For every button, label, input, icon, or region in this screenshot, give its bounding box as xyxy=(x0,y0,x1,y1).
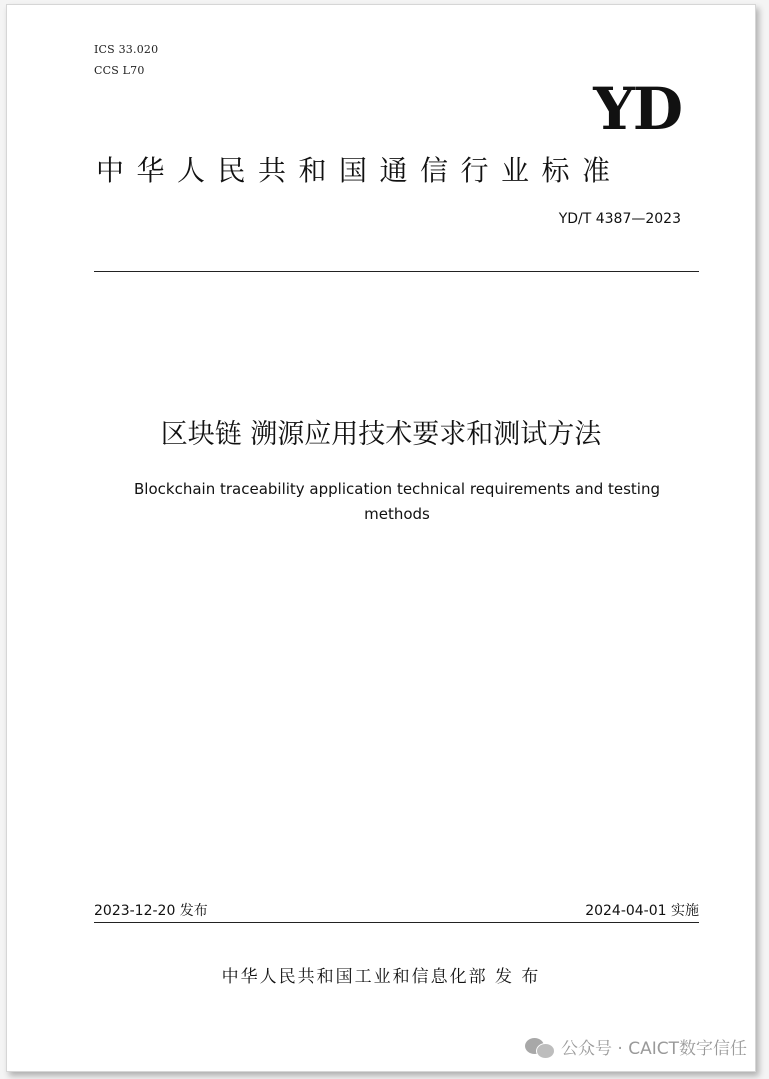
title-english: Blockchain traceability application technical requirements and testing methods xyxy=(134,480,660,523)
yd-logo: YD xyxy=(593,75,681,143)
document-page xyxy=(6,4,756,1072)
publisher: 中华人民共和国工业和信息化部 发 布 xyxy=(221,967,541,987)
watermark-text: 公众号 · CAICT数字信任 xyxy=(561,1039,747,1059)
title-chinese: 区块链 溯源应用技术要求和测试方法 xyxy=(160,419,602,450)
wechat-icon xyxy=(525,1036,555,1058)
date-bar xyxy=(94,901,699,923)
publish-date: 2023-12-20 发布 xyxy=(94,903,208,919)
organization-title: 中华人民共和国通信行业标准 xyxy=(96,154,623,187)
implementation-date: 2024-04-01 实施 xyxy=(585,903,699,919)
header-divider xyxy=(94,271,699,272)
standard-code: YD/T 4387—2023 xyxy=(558,211,681,227)
ccs-code: CCS L70 xyxy=(94,64,145,77)
watermark xyxy=(525,1034,747,1059)
ics-code: ICS 33.020 xyxy=(94,43,159,56)
